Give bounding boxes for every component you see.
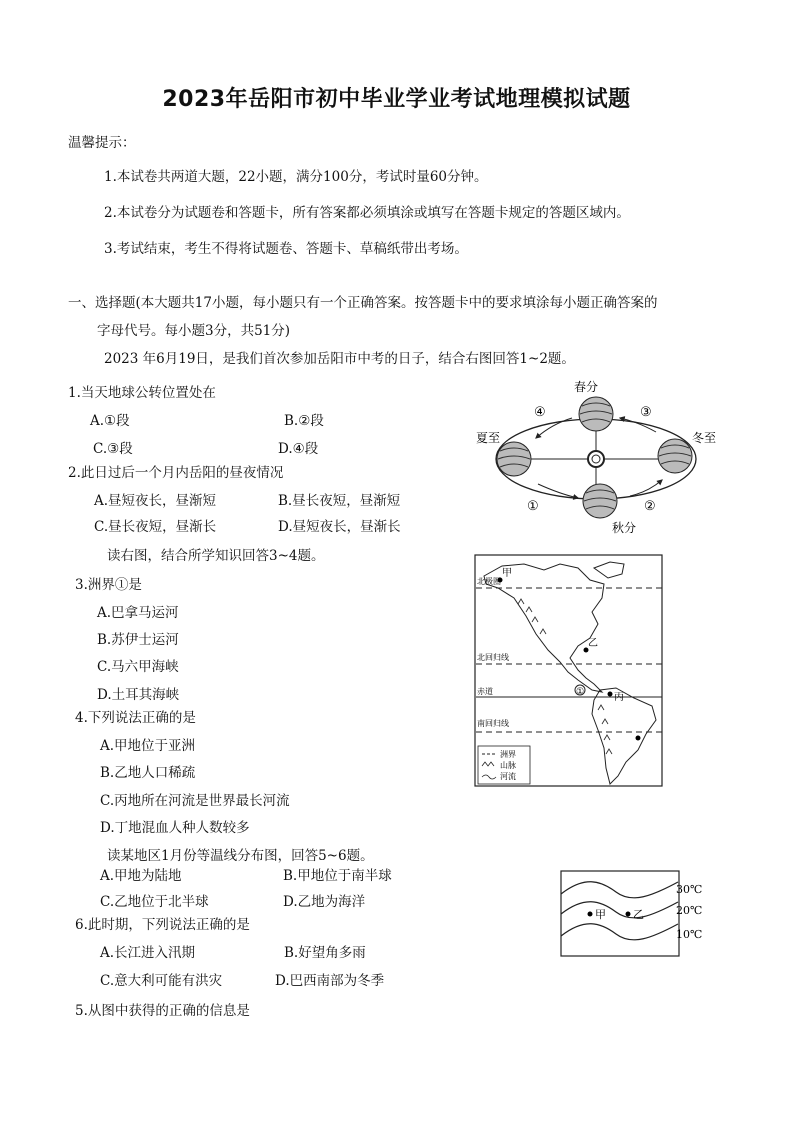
- q1-option-d: D.④段: [278, 441, 319, 457]
- label-winter: 冬至: [692, 431, 717, 445]
- svg-text:丙: 丙: [614, 692, 624, 703]
- q3-option-b: B.苏伊士运河: [97, 632, 179, 648]
- svg-text:甲: 甲: [595, 908, 606, 921]
- section1-heading-line2: 字母代号。每小题3分，共51分): [97, 323, 291, 339]
- label-summer: 夏至: [476, 431, 501, 445]
- americas-map: [474, 554, 664, 788]
- q5-option-a: A.甲地为陆地: [100, 868, 182, 884]
- q3-option-c: C.马六甲海峡: [97, 659, 179, 675]
- q4-option-d: D.丁地混血人种人数较多: [100, 820, 250, 836]
- q4-option-c: C.丙地所在河流是世界最长河流: [100, 793, 290, 809]
- q4-stem: 4.下列说法正确的是: [75, 710, 196, 726]
- q6-option-b: B.好望角多雨: [284, 945, 366, 961]
- section1-intro: 2023 年6月19日，是我们首次参加岳阳市中考的日子，结合右图回答1~2题。: [104, 351, 575, 367]
- q5-option-b: B.甲地位于南半球: [283, 868, 392, 884]
- label-autumn: 秋分: [612, 521, 637, 535]
- q6-option-d: D.巴西南部为冬季: [275, 973, 385, 989]
- svg-text:山脉: 山脉: [500, 761, 516, 770]
- q2-option-b: B.昼长夜短，昼渐短: [278, 493, 401, 509]
- q6-option-a: A.长江进入汛期: [100, 945, 196, 961]
- label-n1: ①: [527, 499, 539, 514]
- svg-text:30℃: 30℃: [676, 883, 703, 896]
- q5-repeat-stem: 5.从图中获得的正确的信息是: [75, 1003, 250, 1019]
- svg-text:赤道: 赤道: [477, 687, 493, 696]
- label-n2: ②: [644, 499, 656, 514]
- svg-text:甲: 甲: [502, 568, 512, 579]
- svg-text:10℃: 10℃: [676, 928, 703, 941]
- q1-option-c: C.③段: [93, 441, 133, 457]
- section1-heading-line1: 一、选择题(本大题共17小题，每小题只有一个正确答案。按答题卡中的要求填涂每小题正确答案的: [68, 295, 658, 311]
- svg-text:北极圈: 北极圈: [477, 577, 501, 586]
- q6-option-c: C.意大利可能有洪灾: [100, 973, 223, 989]
- svg-text:洲界: 洲界: [500, 750, 516, 759]
- svg-text:20℃: 20℃: [676, 904, 703, 917]
- q5-option-d: D.乙地为海洋: [283, 894, 366, 910]
- q2-option-a: A.昼短夜长，昼渐短: [94, 493, 217, 509]
- q3-option-a: A.巴拿马运河: [97, 605, 179, 621]
- earth-spring-icon: [579, 397, 613, 431]
- q4-option-b: B.乙地人口稀疏: [100, 765, 196, 781]
- q1-stem: 1.当天地球公转位置处在: [68, 385, 216, 401]
- svg-text:南回归线: 南回归线: [477, 719, 509, 728]
- q4-option-a: A.甲地位于亚洲: [100, 738, 196, 754]
- tip-2: 2.本试卷分为试题卷和答题卡，所有答案都必须填涂或填写在答题卡规定的答题区域内。: [104, 205, 630, 221]
- earth-winter-icon: [658, 439, 692, 473]
- intro-q5-q6: 读某地区1月份等温线分布图，回答5~6题。: [107, 848, 374, 864]
- label-n3: ③: [640, 405, 652, 420]
- page-title: 2023年岳阳市初中毕业学业考试地理模拟试题: [162, 87, 631, 112]
- q5-option-c: C.乙地位于北半球: [100, 894, 209, 910]
- svg-text:①: ①: [576, 687, 585, 697]
- earth-summer-icon: [497, 442, 531, 476]
- tip-3: 3.考试结束，考生不得将试题卷、答题卡、草稿纸带出考场。: [104, 241, 468, 257]
- svg-text:乙: 乙: [588, 638, 598, 649]
- label-n4: ④: [534, 405, 546, 420]
- earth-autumn-icon: [583, 484, 617, 518]
- q1-option-b: B.②段: [284, 413, 324, 429]
- intro-q3-q4: 读右图，结合所学知识回答3~4题。: [107, 548, 325, 564]
- q3-stem: 3.洲界①是: [75, 577, 142, 593]
- q1-option-a: A.①段: [90, 413, 130, 429]
- q2-stem: 2.此日过后一个月内岳阳的昼夜情况: [68, 465, 284, 481]
- q6-stem: 6.此时期，下列说法正确的是: [75, 917, 250, 933]
- svg-text:乙: 乙: [633, 908, 644, 921]
- label-spring: 春分: [574, 380, 599, 394]
- q3-option-d: D.土耳其海峡: [97, 687, 180, 703]
- q2-option-c: C.昼长夜短，昼渐长: [94, 519, 217, 535]
- earth-orbit-diagram: [470, 376, 726, 536]
- svg-text:北回归线: 北回归线: [477, 653, 509, 662]
- tips-heading: 温馨提示：: [68, 135, 136, 151]
- svg-text:河流: 河流: [500, 772, 516, 781]
- isotherm-map: [560, 870, 708, 958]
- q2-option-d: D.昼短夜长，昼渐长: [278, 519, 401, 535]
- tip-1: 1.本试卷共两道大题，22小题，满分100分，考试时量60分钟。: [104, 169, 488, 185]
